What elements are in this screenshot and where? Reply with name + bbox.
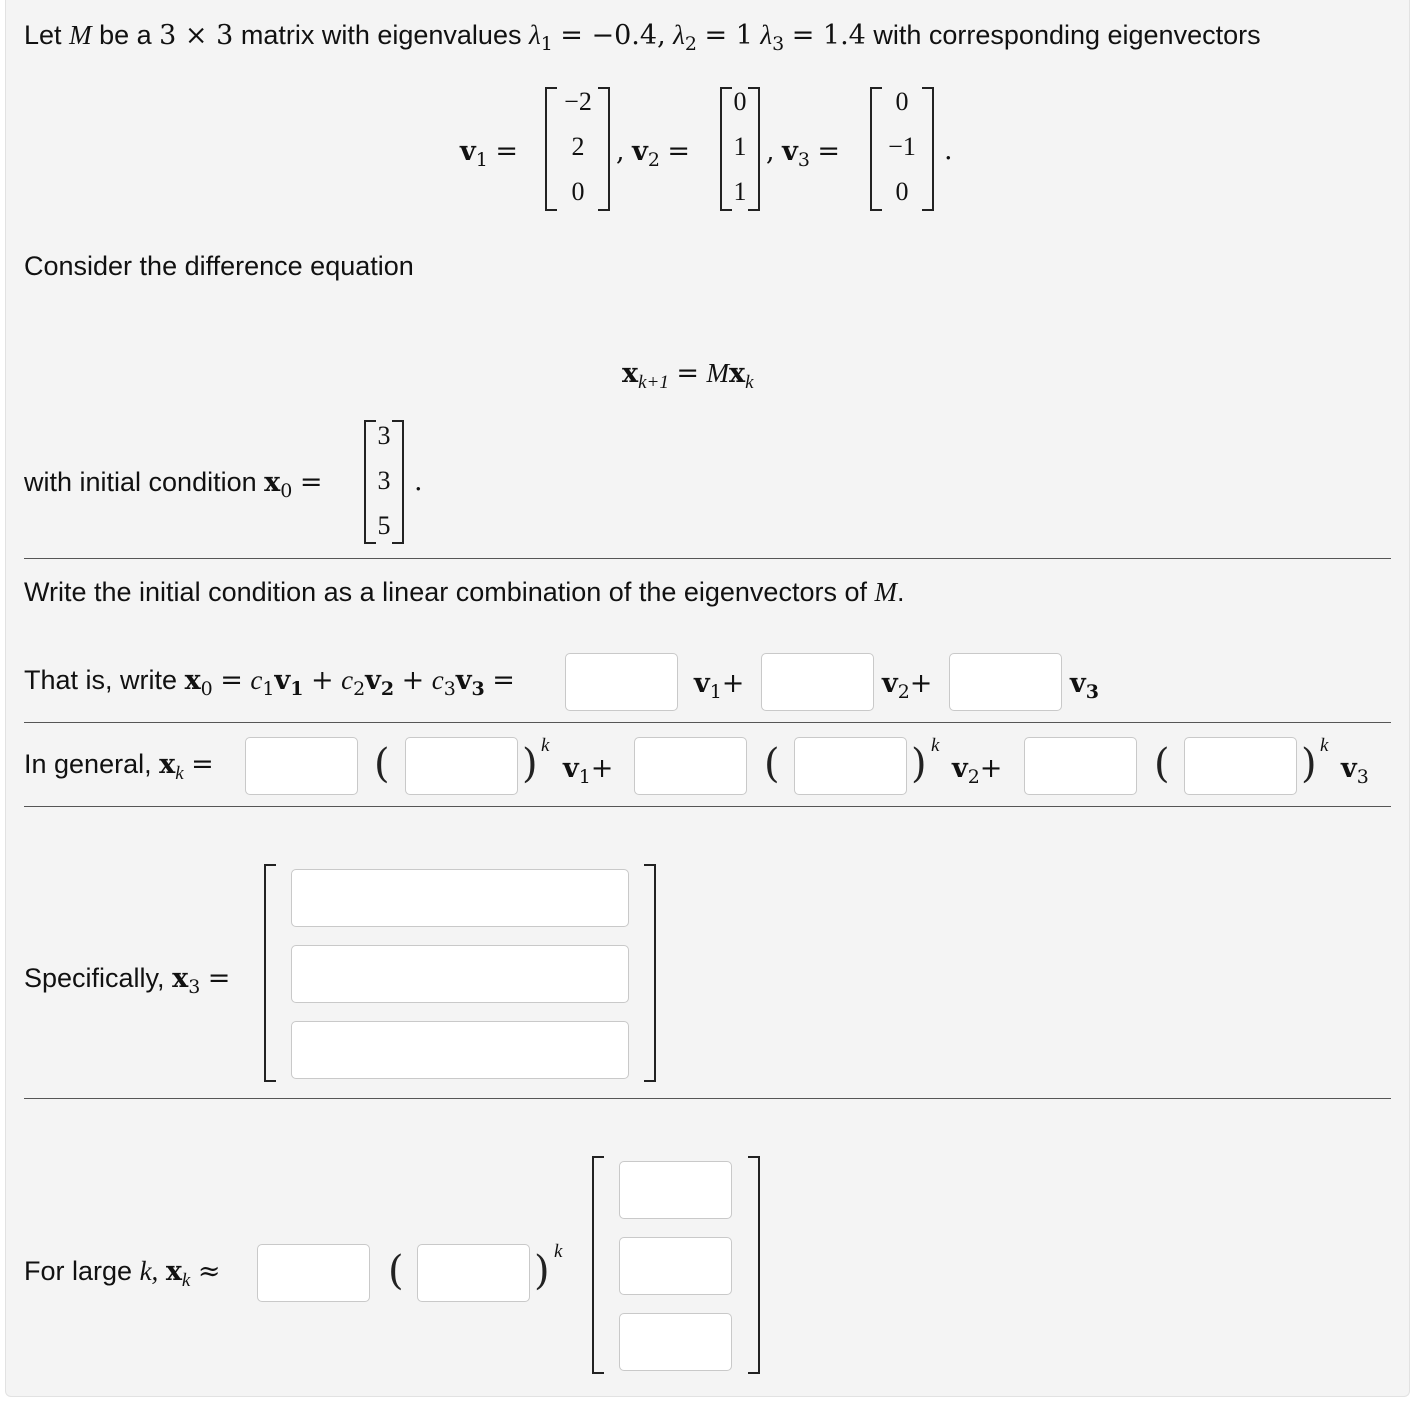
x0-entry: 3 — [377, 466, 391, 495]
general-label: In general, $x_k$ = — [24, 749, 214, 784]
x0-period: . — [414, 466, 423, 497]
combination-v3-label: $v_3$ — [1070, 668, 1099, 703]
x3-entry-3-input[interactable] — [291, 1021, 629, 1079]
specific-label: Specifically, $x_3$ = — [24, 963, 231, 998]
v1-right-bracket — [598, 87, 610, 211]
large-vector-right-bracket — [748, 1156, 760, 1374]
exponent-k: k — [554, 1241, 563, 1262]
general-base-2-input[interactable] — [794, 737, 907, 795]
close-paren: ) — [1301, 741, 1317, 787]
close-paren: ) — [911, 741, 927, 787]
large-base-input[interactable] — [417, 1244, 530, 1302]
x3-right-bracket — [644, 864, 656, 1082]
divider — [24, 1098, 1391, 1099]
v1-entry: 0 — [571, 177, 585, 206]
v2-entry: 0 — [733, 87, 747, 116]
large-vector-entry-1-input[interactable] — [619, 1161, 732, 1219]
c1-input[interactable] — [565, 653, 678, 711]
x3-entry-2-input[interactable] — [291, 945, 629, 1003]
exponent-k: k — [1320, 735, 1329, 756]
v1-left-bracket — [545, 87, 557, 211]
large-vector-left-bracket — [592, 1156, 604, 1374]
c3-input[interactable] — [949, 653, 1062, 711]
v3-label: , $v_3$ = — [766, 136, 841, 171]
question-text: Write the initial condition as a linear combination of the eigenvectors of M. — [24, 577, 905, 607]
exponent-k: k — [541, 735, 550, 756]
general-coef-2-input[interactable] — [634, 737, 747, 795]
v2-entry: 1 — [733, 177, 747, 206]
v3-right-bracket — [922, 87, 934, 211]
combination-label: That is, write $x_0 = c_1v_1 + c_2v_2 + c_3v_3$ = — [24, 665, 515, 700]
v1-entry: 2 — [571, 132, 585, 161]
divider — [24, 722, 1391, 723]
difference-equation: $x_{k+1} = Mx_k$ — [622, 358, 754, 393]
divider — [24, 558, 1391, 559]
open-paren: ( — [764, 741, 780, 787]
general-base-3-input[interactable] — [1184, 737, 1297, 795]
general-v2-label: $v_2+$ — [952, 753, 1003, 788]
intro-line: Let M be a 3 × 3 matrix with eigenvalues $\lambda_1 = -0.4$, $\lambda_2 = 1$ $\lambda_3 = 1.4$ with corresponding eigenvectors — [24, 20, 1261, 55]
v3-left-bracket — [870, 87, 882, 211]
large-vector-entry-2-input[interactable] — [619, 1237, 732, 1295]
combination-v2-label: $v_2+$ — [882, 668, 933, 703]
open-paren: ( — [374, 741, 390, 787]
v3-entry: −1 — [888, 132, 916, 161]
v1-entry: −2 — [564, 87, 592, 116]
combination-v1-label: $v_1+$ — [694, 668, 745, 703]
x0-entry: 3 — [377, 421, 391, 450]
difference-label: Consider the difference equation — [24, 251, 414, 281]
general-coef-1-input[interactable] — [245, 737, 358, 795]
large-vector-entry-3-input[interactable] — [619, 1313, 732, 1371]
close-paren: ) — [522, 741, 538, 787]
general-coef-3-input[interactable] — [1024, 737, 1137, 795]
general-base-1-input[interactable] — [405, 737, 518, 795]
open-paren: ( — [1154, 741, 1170, 787]
general-v1-label: $v_1+$ — [563, 753, 614, 788]
large-coef-input[interactable] — [257, 1244, 370, 1302]
v3-entry: 0 — [895, 177, 909, 206]
v2-entry: 1 — [733, 132, 747, 161]
x3-entry-1-input[interactable] — [291, 869, 629, 927]
divider — [24, 806, 1391, 807]
x0-entry: 5 — [377, 511, 391, 540]
c2-input[interactable] — [761, 653, 874, 711]
x3-left-bracket — [264, 864, 276, 1082]
large-k-label: For large k, $x_k$ ≈ — [24, 1256, 221, 1291]
v1-label: $v_1$ = — [460, 136, 518, 171]
general-v3-label: $v_3$ — [1341, 753, 1369, 788]
close-paren: ) — [534, 1248, 550, 1294]
v2-label: , $v_2$ = — [616, 136, 691, 171]
exponent-k: k — [931, 735, 940, 756]
v3-entry: 0 — [895, 87, 909, 116]
eigenvectors-period: . — [944, 135, 953, 166]
initial-condition-label: with initial condition $x_0$ = — [24, 467, 323, 502]
open-paren: ( — [388, 1248, 404, 1294]
